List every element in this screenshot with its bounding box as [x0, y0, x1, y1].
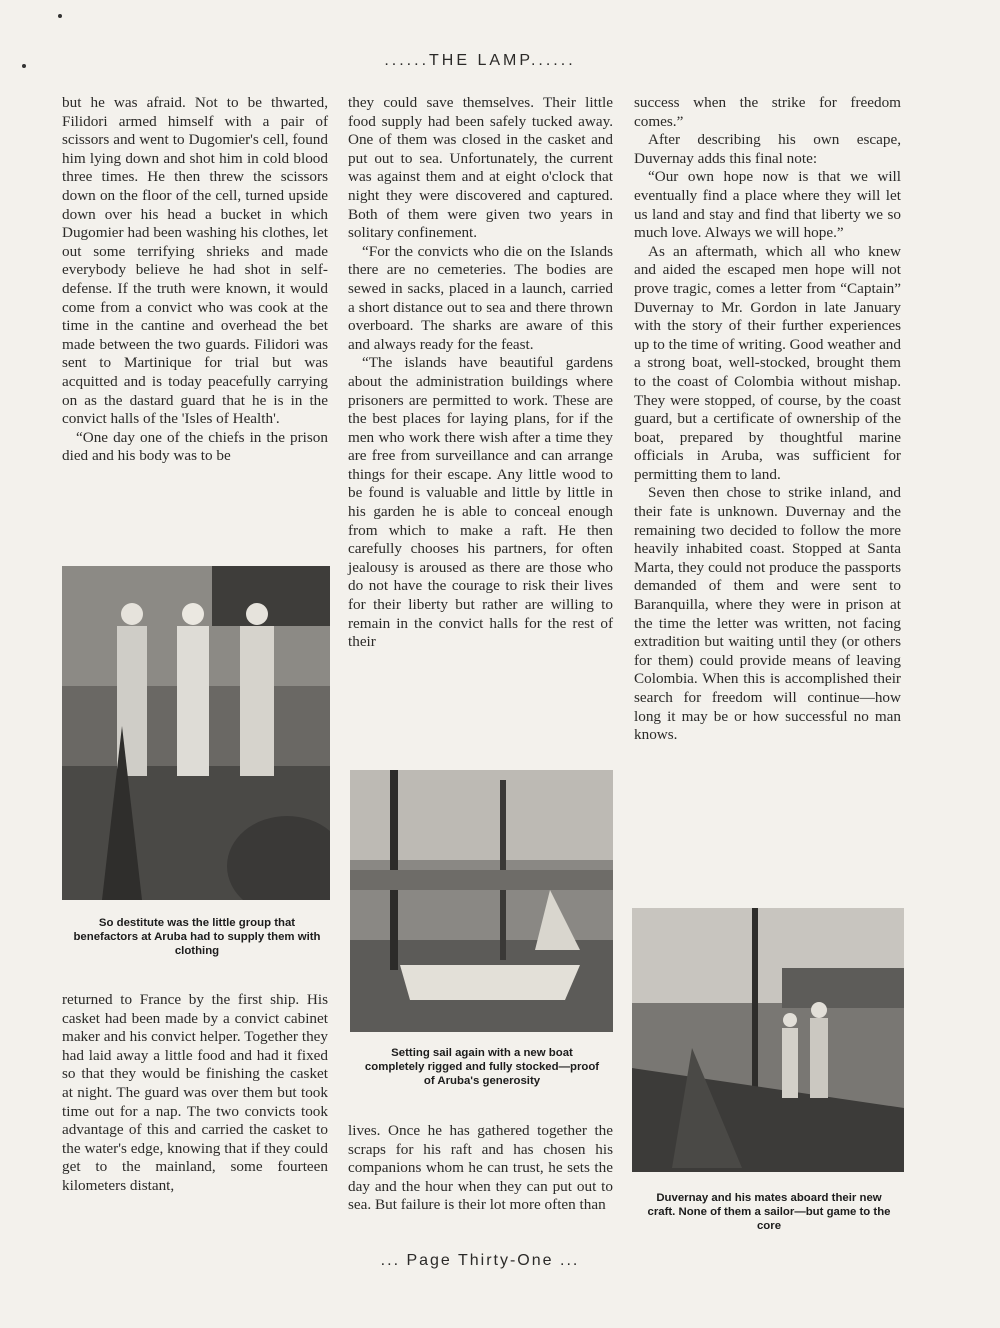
paragraph: lives. Once he has gathered together the scraps for his raft and has chosen his companions whom he can trust, he sets the day and the hour when they can put out to sea. But failure is their lot more often than: [348, 1122, 613, 1214]
paragraph: As an aftermath, which all who knew and aided the escaped men hope will not prove tragic, comes a letter from “Captain” Duvernay to Mr. Gordon in late January with the story of their further experiences up to the time of writing. Good weather and a strong boat, well-stocked, brought them to the coast of Colombia without mishap. They were stopped, of course, by the coast guard, but a certificate of ownership of the boat, prepared by thoughtful marine officials in Aruba, was sufficient for permitting them to land.: [634, 242, 901, 483]
print-speck: [58, 14, 62, 18]
paragraph: “For the convicts who die on the Islands there are no cemeteries. The bodies are sewed in sacks, placed in a launch, carried a short distance out to sea and there thrown overboard. The sharks are aware of this and always ready for the feast.: [348, 242, 613, 353]
paragraph: success when the strike for freedom comes.”: [634, 94, 901, 130]
paragraph: but he was afraid. Not to be thwarted, Filidori armed himself with a pair of scissors and went to Dugomier's cell, found him lying down and shot him in cold blood three times. He then threw the scissors down on the floor of the cell, turned upside down over his head a bucket in which Dugomier had been washing his clothes, let out some terrifying shrieks and made everybody believe he had shot in self-defense. If the truth were known, it would come from a convict who was cook at the time in the cantine and overhead the bet made between the two guards. Filidori was sent to Martinique for trial but was acquitted and is today peacefully carrying on as the dastard guard that he is in the convict halls of the 'Isles of Health'.: [62, 94, 328, 428]
paragraph: “The islands have beautiful gardens about the administration buildings where prisoners are permitted to work. These are the best places for laying plans, for if the men who work there wish after a time they are free from surveillance and can arrange things for their escape. Any little wood to be found is valuable and little by little in his garden he is able to conceal enough from which to make a raft. He then carefully chooses his partners, for often jealousy is aroused as there are those who do not have the courage to risk their lives for their liberty but rather are willing to remain in the convict halls for the rest of their: [348, 354, 613, 651]
three-men-on-dock-photo: [62, 566, 330, 900]
photo-caption: So destitute was the little group that benefactors at Aruba had to supply them with clothing: [73, 917, 321, 957]
men-aboard-boat-photo: [632, 908, 904, 1172]
photo-caption: Setting sail again with a new boat completely rigged and fully stocked—proof of Aruba's generosity: [364, 1047, 600, 1087]
paragraph: After describing his own escape, Duvernay adds this final note:: [634, 131, 901, 167]
column-middle-top: [348, 94, 613, 652]
column-middle-bottom: [348, 1122, 613, 1215]
column-left-bottom: [62, 991, 328, 1196]
column-left-top: [62, 94, 328, 466]
photo-caption: Duvernay and his mates aboard their new craft. None of them a sailor—but game to the core: [647, 1192, 891, 1232]
sailboat-in-harbor-photo: [350, 770, 613, 1032]
paragraph: “Our own hope now is that we will eventually find a place where they will let us land and stay and find that liberty we so much love. Always we will hope.”: [634, 168, 901, 242]
running-header: ......THE LAMP......: [384, 52, 576, 69]
print-speck: [22, 64, 26, 68]
paragraph: Seven then chose to strike inland, and their fate is unknown. Duvernay and the remaining two decided to follow the more heavily inhabited coast. Stopped at Santa Marta, they could not produce the passports demanded of them and were sent to Baranquilla, where they were in prison at the time the letter was written, not facing extradition but waiting until they (or others for them) could provide means of leaving Colombia. When this is accomplished their search for freedom will continue—how long it may be or how successful no man knows.: [634, 484, 901, 744]
paragraph: “One day one of the chiefs in the prison died and his body was to be: [62, 428, 328, 465]
paragraph: returned to France by the first ship. His casket had been made by a convict cabinet maker and his convict helper. Together they had laid away a little food and had it fixed so that they would be finishing the casket at night. The guard was over them but took time out for a nap. The two convicts took advantage of this and carried the casket to the water's edge, knowing that if they could get to the mainland, some fourteen kilometers distant,: [62, 991, 328, 1194]
column-right-top: [634, 94, 901, 745]
paragraph: they could save themselves. Their little food supply had been safely tucked away. One of them was closed in the casket and put out to sea. Unfortunately, the current was against them and at eight o'clock that night they were discovered and captured. Both of them were given two years in solitary confinement.: [348, 94, 613, 242]
page-number-footer: ... Page Thirty-One ...: [380, 1252, 580, 1269]
